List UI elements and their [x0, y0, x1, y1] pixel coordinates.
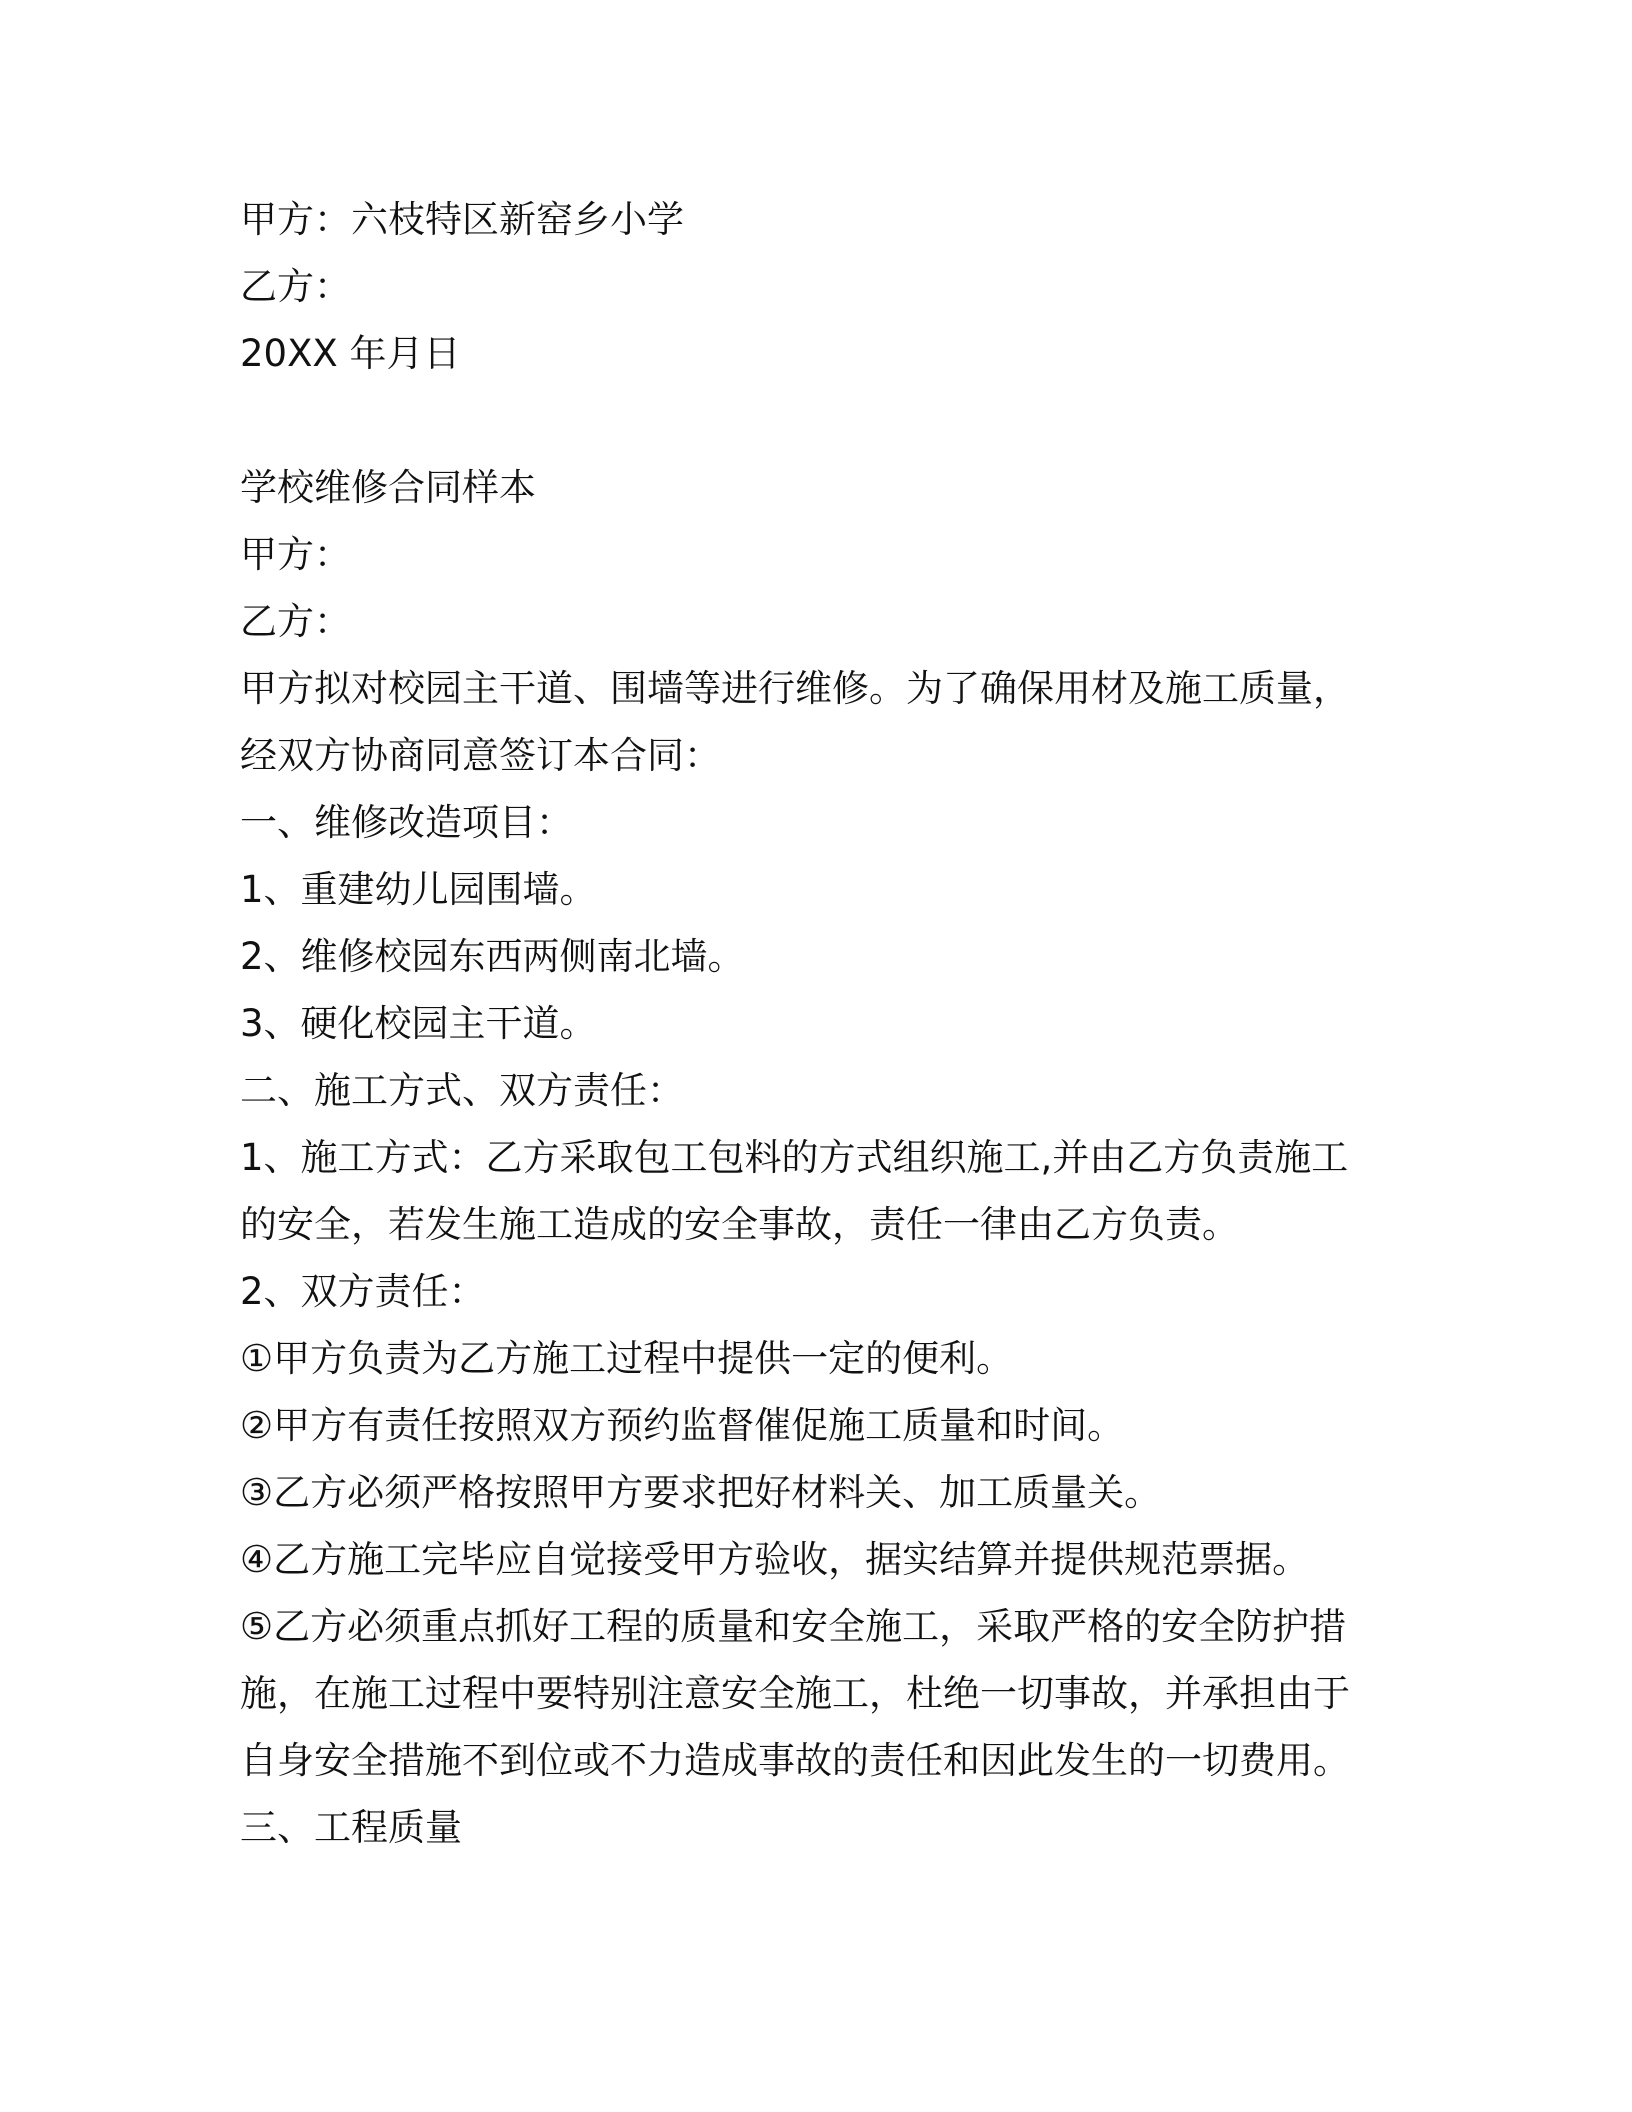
contract-party-b: 乙方： — [240, 600, 351, 643]
cover-party-a: 甲方：六枝特区新窑乡小学 — [240, 198, 684, 241]
duty-item: 自身安全措施不到位或不力造成事故的责任和因此发生的一切费用。 — [240, 1739, 1350, 1782]
duty-item: ④乙方施工完毕应自觉接受甲方验收，据实结算并提供规范票据。 — [240, 1538, 1310, 1581]
document-body — [240, 186, 1390, 1861]
duty-item: ②甲方有责任按照双方预约监督催促施工质量和时间。 — [240, 1404, 1125, 1447]
contract-party-a: 甲方： — [240, 533, 351, 576]
duty-item: ③乙方必须严格按照甲方要求把好材料关、加工质量关。 — [240, 1471, 1162, 1514]
list-item: 2、维修校园东西两侧南北墙。 — [240, 935, 745, 978]
blank-line — [240, 387, 1390, 454]
section-heading: 二、施工方式、双方责任： — [240, 1069, 684, 1112]
duty-item: 施，在施工过程中要特别注意安全施工，杜绝一切事故，并承担由于 — [240, 1672, 1350, 1715]
method-line: 的安全，若发生施工造成的安全事故，责任一律由乙方负责。 — [240, 1203, 1239, 1246]
duty-item: ①甲方负责为乙方施工过程中提供一定的便利。 — [240, 1337, 1014, 1380]
responsibility-heading: 2、双方责任： — [240, 1270, 486, 1313]
contract-title: 学校维修合同样本 — [240, 466, 536, 509]
method-line: 1、施工方式：乙方采取包工包料的方式组织施工,并由乙方负责施工 — [240, 1136, 1349, 1179]
duty-item: ⑤乙方必须重点抓好工程的质量和安全施工，采取严格的安全防护措 — [240, 1605, 1347, 1648]
list-item: 1、重建幼儿园围墙。 — [240, 868, 597, 911]
intro-line: 甲方拟对校园主干道、围墙等进行维修。为了确保用材及施工质量， — [240, 667, 1350, 710]
list-item: 3、硬化校园主干道。 — [240, 1002, 597, 1045]
cover-party-b: 乙方： — [240, 265, 351, 308]
intro-line: 经双方协商同意签订本合同： — [240, 734, 721, 777]
section-heading: 一、维修改造项目： — [240, 801, 573, 844]
cover-date: 20XX 年月日 — [240, 332, 461, 375]
section-heading: 三、工程质量 — [240, 1806, 462, 1849]
